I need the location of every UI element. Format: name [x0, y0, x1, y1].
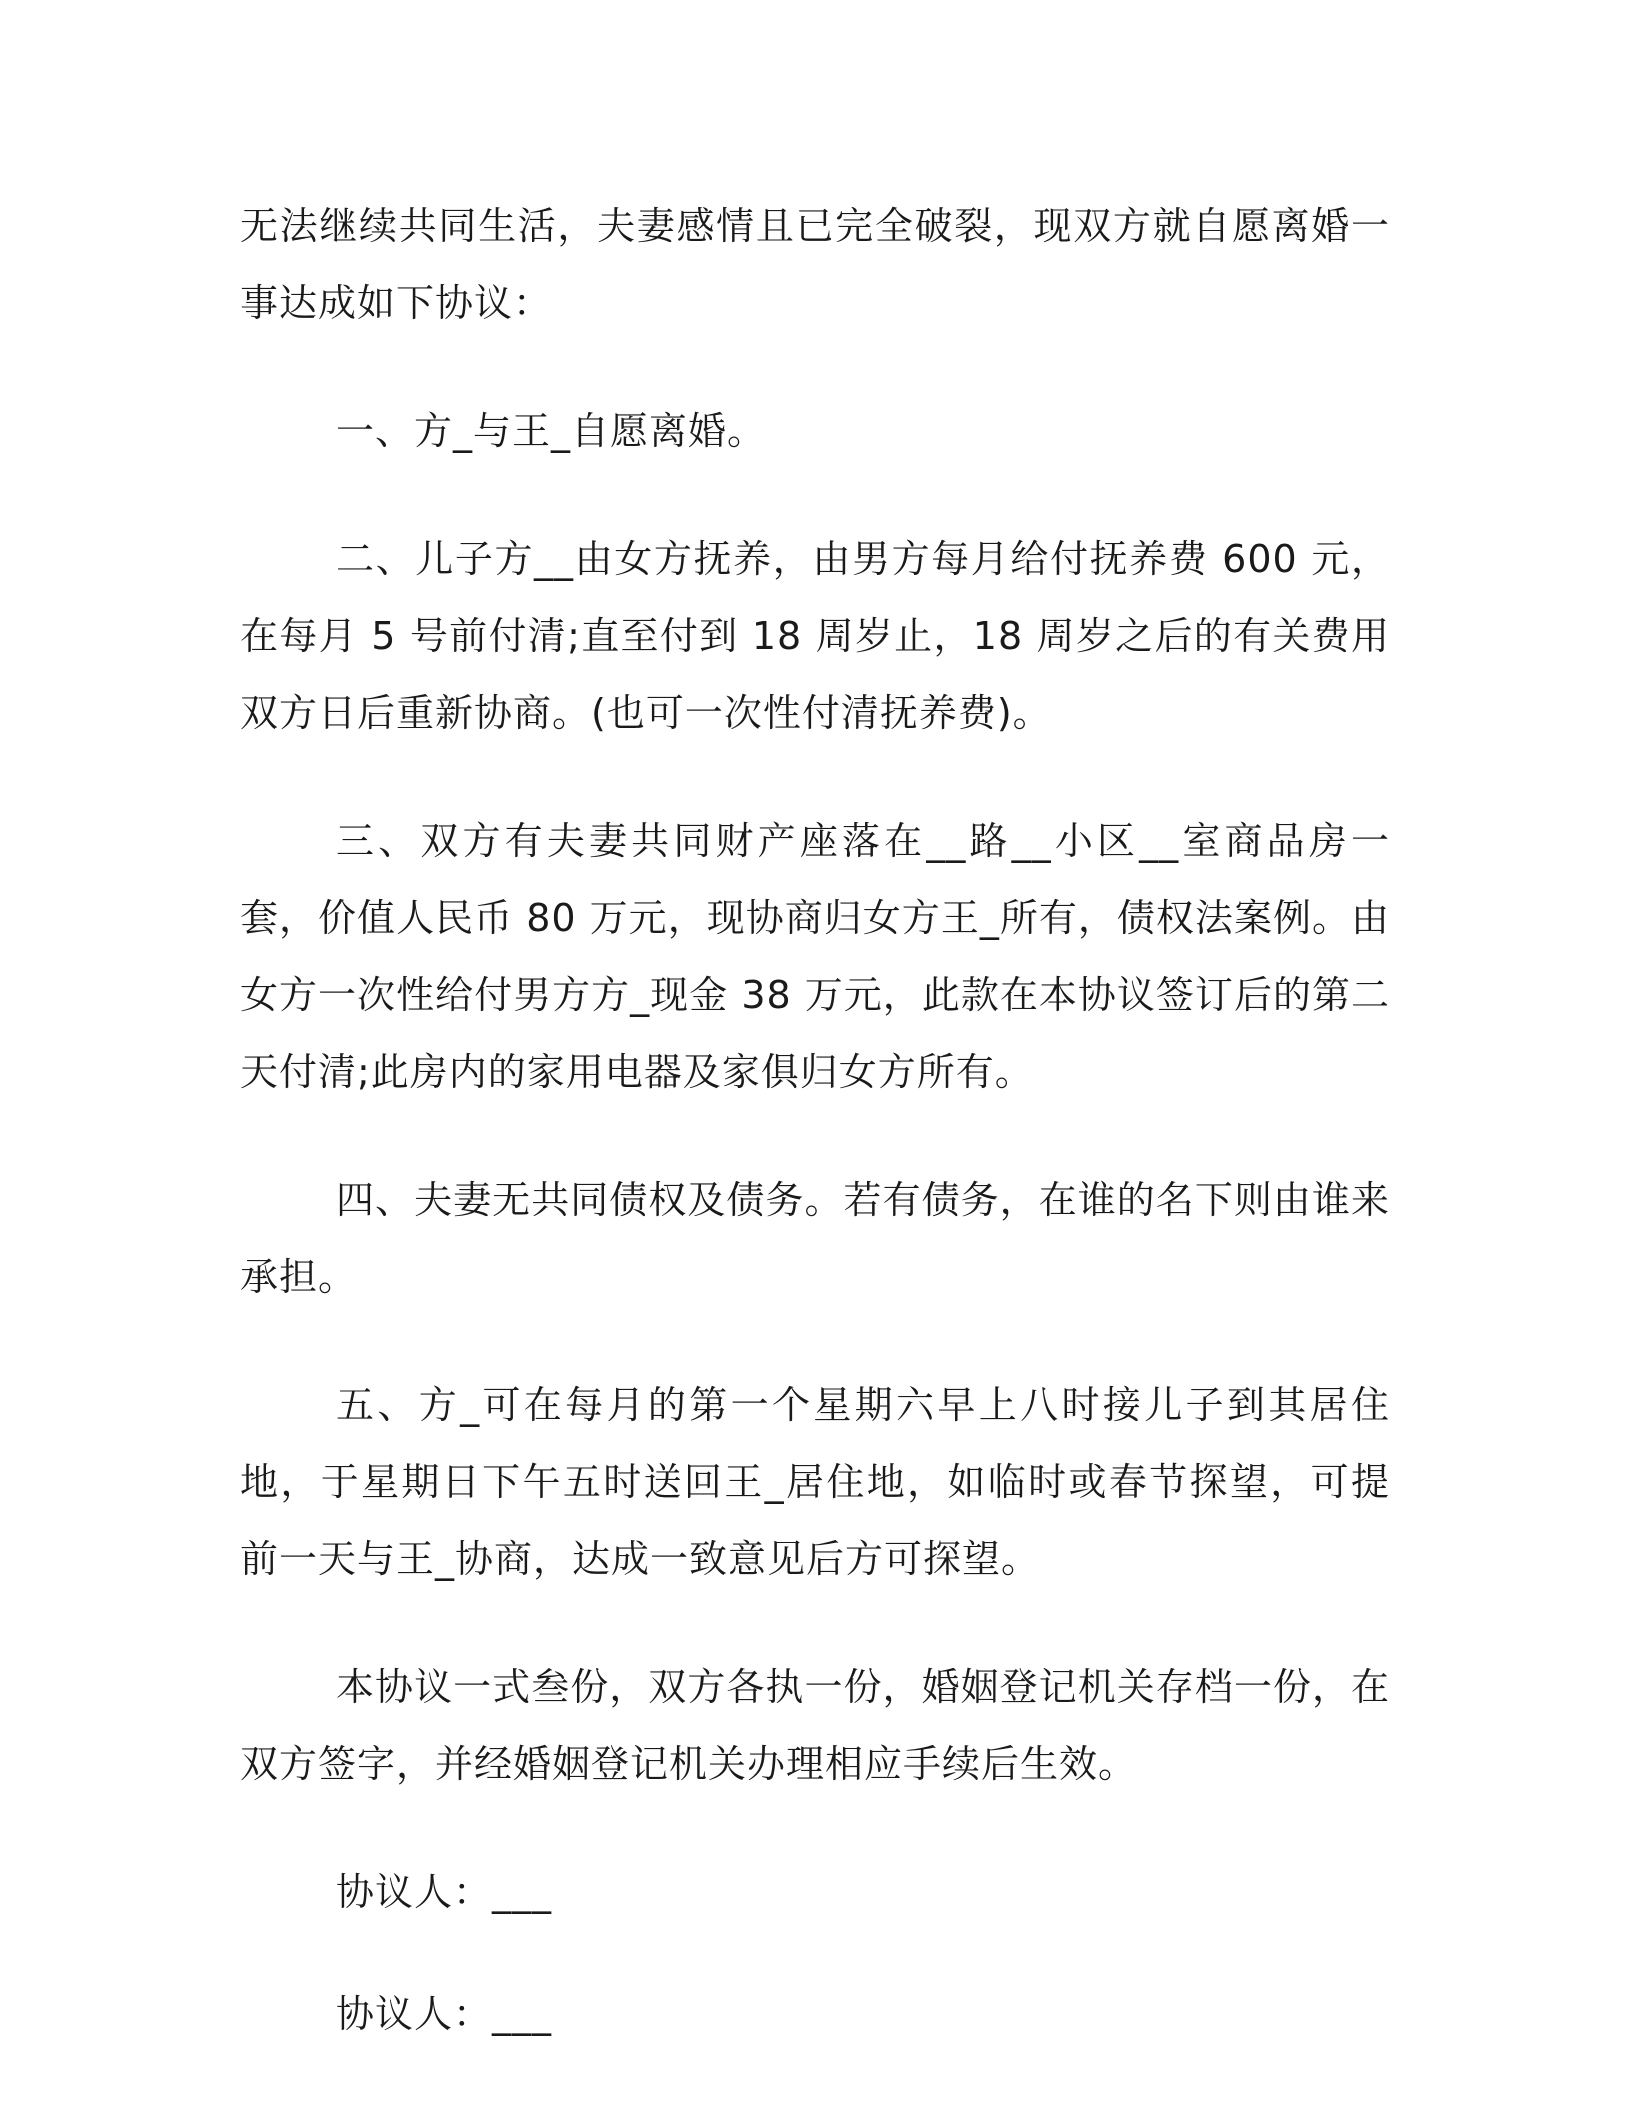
signature-line-2: 协议人：___ [336, 1992, 553, 2036]
intro-paragraph: 无法继续共同生活，夫妻感情且已完全破裂，现双方就自愿离婚一事达成如下协议： [240, 204, 1390, 325]
clause-5-paragraph: 五、方_可在每月的第一个星期六早上八时接儿子到其居住地，于星期日下午五时送回王_居住地，如临时或春节探望，可提前一天与王_协商，达成一致意见后方可探望。 [240, 1383, 1390, 1581]
signature-line-1: 协议人：___ [336, 1870, 553, 1914]
clause-2-paragraph: 二、儿子方__由女方抚养，由男方每月给付抚养费 600 元，在每月 5 号前付清;直至付到 18 周岁止，18 周岁之后的有关费用双方日后重新协商。(也可一次性付清抚养费)。 [240, 537, 1390, 735]
document-body [240, 188, 1390, 2098]
effectiveness-paragraph: 本协议一式叁份，双方各执一份，婚姻登记机关存档一份，在双方签字，并经婚姻登记机关办理相应手续后生效。 [240, 1665, 1390, 1786]
clause-1-paragraph: 一、方_与王_自愿离婚。 [336, 409, 767, 453]
clause-3-paragraph: 三、双方有夫妻共同财产座落在__路__小区__室商品房一套，价值人民币 80 万元，现协商归女方王_所有，债权法案例。由女方一次性给付男方方_现金 38 万元，此款在本协议签订后的第二天付清;此房内的家用电器及家俱归女方所有。 [240, 819, 1390, 1094]
clause-4-paragraph: 四、夫妻无共同债权及债务。若有债务，在谁的名下则由谁来承担。 [240, 1178, 1390, 1299]
